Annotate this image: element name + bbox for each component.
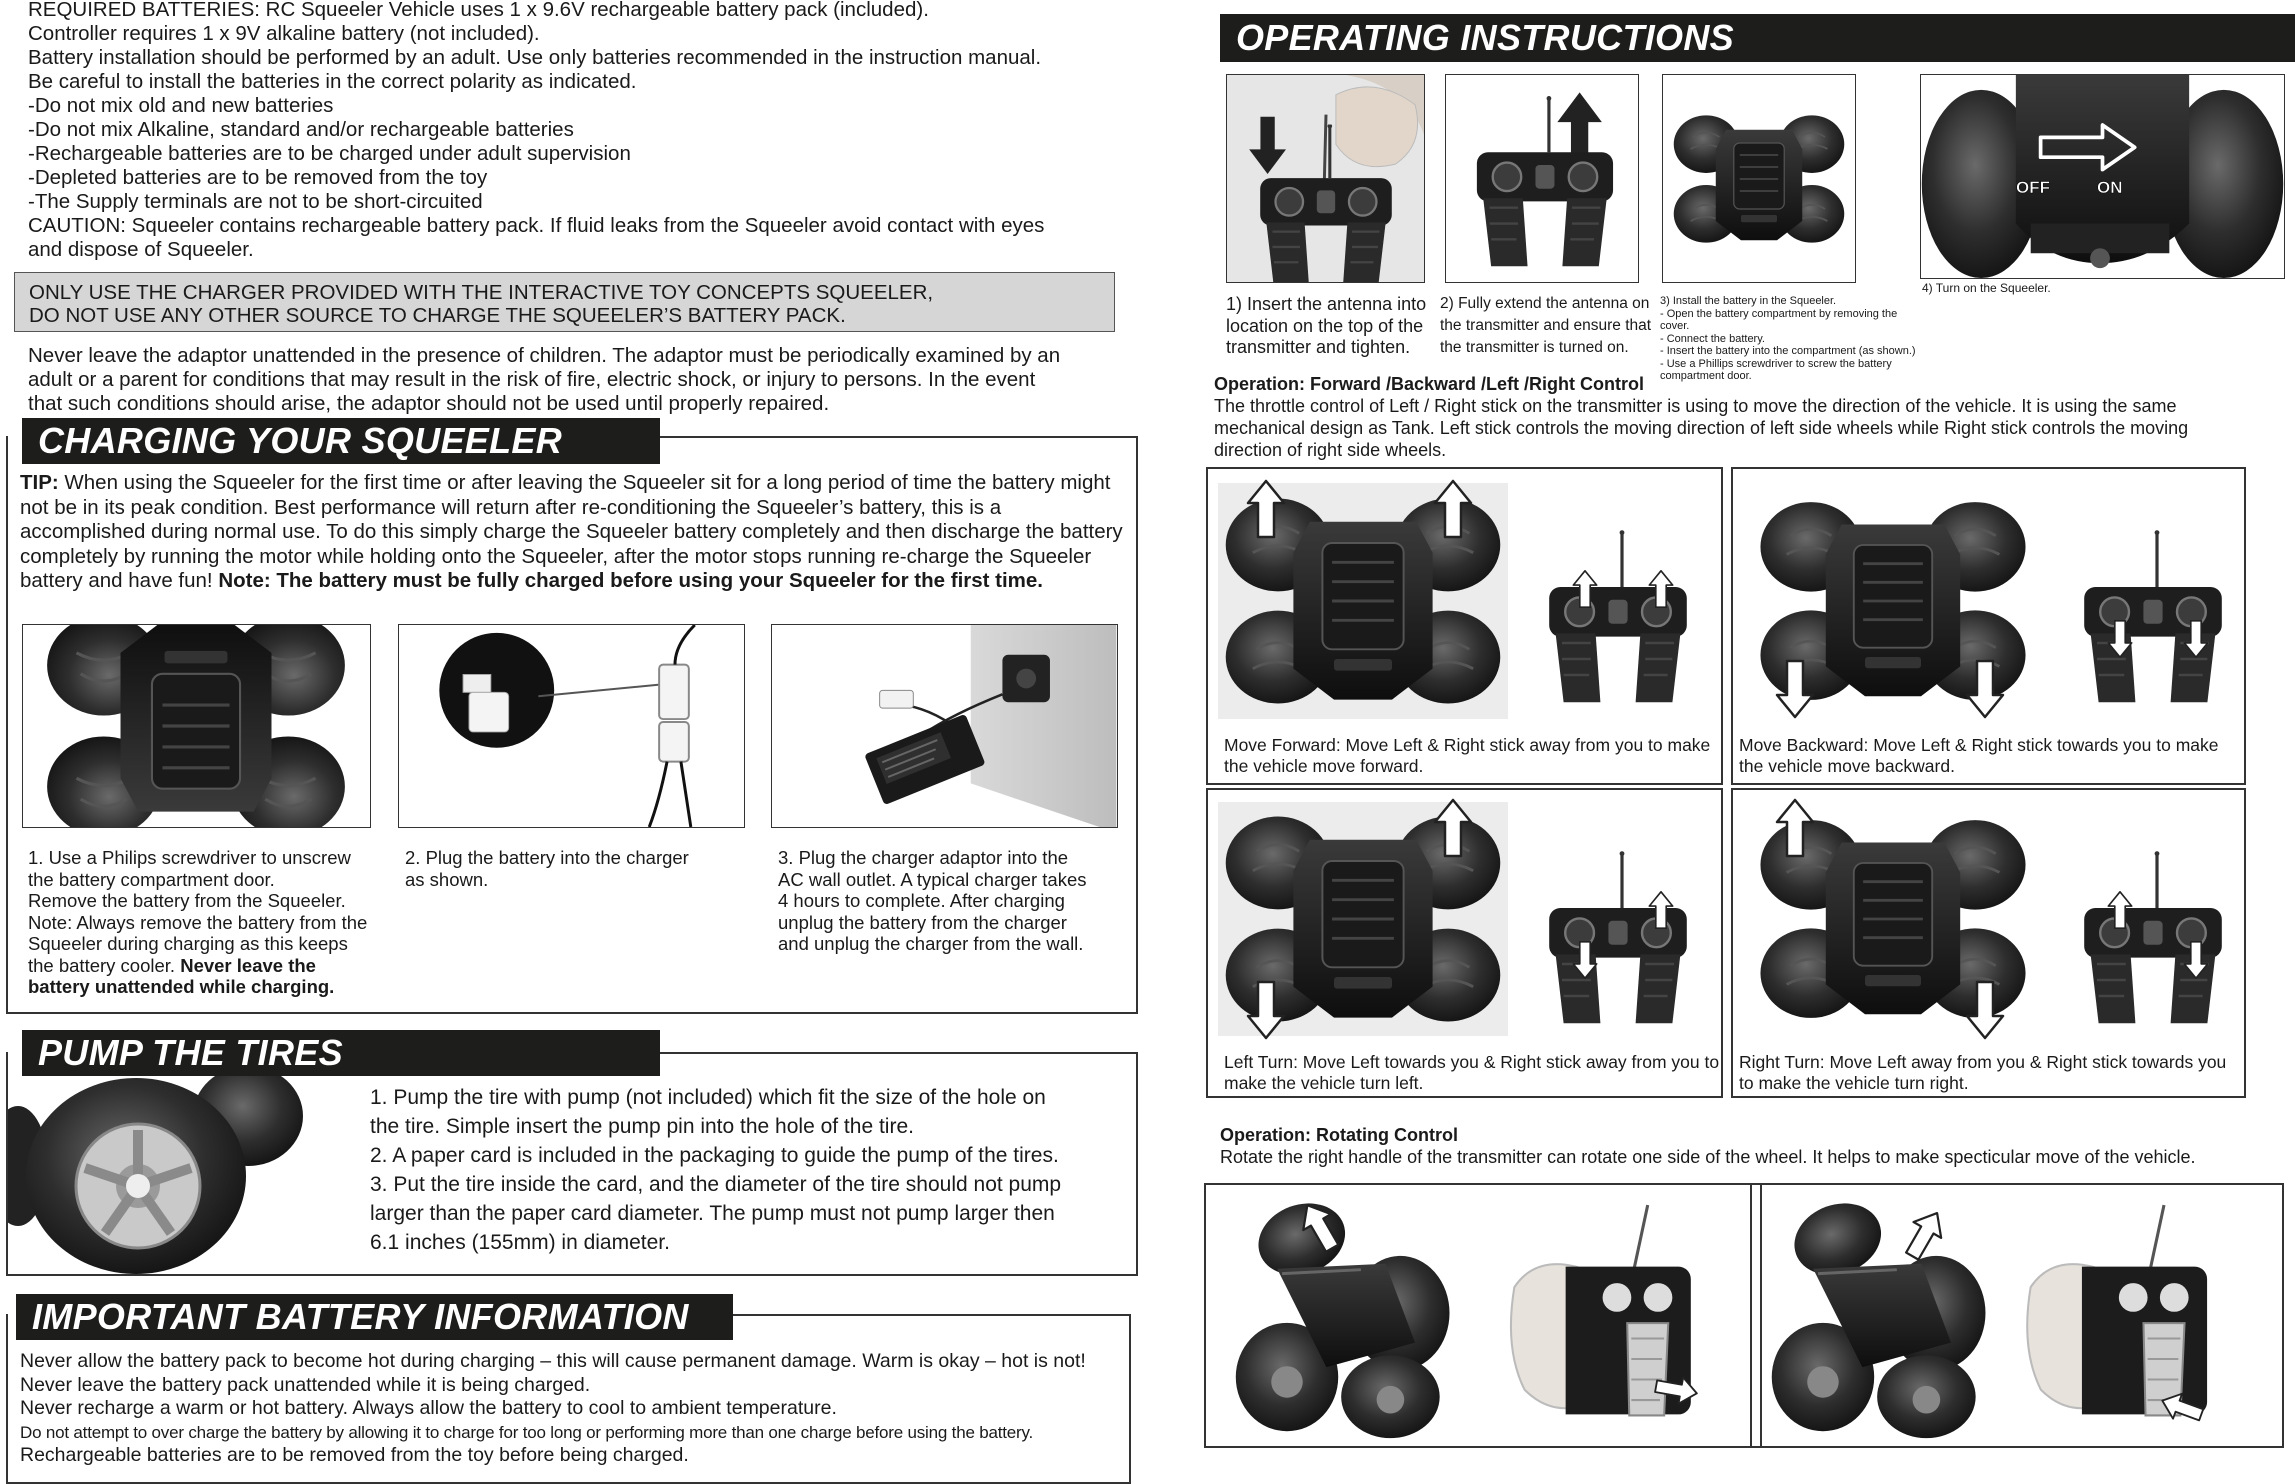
pump-instructions [370, 1083, 1130, 1257]
right-turn-caption [1739, 1052, 2244, 1094]
photo-install-battery [1662, 74, 1856, 283]
caption-line: - Use a Phillips screwdriver to screw the battery [1660, 357, 1892, 370]
text-line: Controller requires 1 x 9V alkaline battery (not included). [28, 22, 540, 45]
text-line: REQUIRED BATTERIES: RC Squeeler Vehicle uses 1 x 9.6V rechargeable battery pack (included). [28, 0, 929, 21]
charging-frame-left [6, 436, 8, 1014]
text-line: Battery installation should be performed by an adult. Use only batteries recommended in the instruction manual. [28, 46, 1042, 69]
caption-line: Remove the battery from the Squeeler. [28, 890, 346, 911]
pump-frame-top [660, 1052, 1138, 1054]
switch-off-label: OFF [2016, 178, 2050, 197]
text-line: Never leave the adaptor unattended in the presence of children. The adaptor must be periodically examined by an [28, 344, 1061, 367]
backward-panel [1731, 467, 2246, 785]
caption-line: Squeeler during charging as this keeps [28, 933, 348, 954]
text-line: 2. A paper card is included in the packaging to guide the pump of the tires. [370, 1144, 1059, 1167]
text-line: the tire. Simple insert the pump pin into the hole of the tire. [370, 1115, 914, 1138]
text-line: Do not attempt to over charge the battery by allowing it to charge for too long or performing more than one charge before using the battery. [20, 1422, 1034, 1442]
text-line: -Rechargeable batteries are to be charged under adult supervision [28, 142, 631, 165]
text-line: and dispose of Squeeler. [28, 238, 254, 261]
required-batteries-text [28, 0, 1138, 262]
photo-charger-wall-outlet [771, 624, 1118, 828]
text-line: The throttle control of Left / Right stick on the transmitter is using to move the direction of the vehicle. It is using the same [1214, 396, 2177, 416]
text-line: -The Supply terminals are not to be short-circuited [28, 190, 483, 213]
caption-line: 2. Plug the battery into the charger [405, 847, 689, 868]
caption-line: Move Forward: Move Left & Right stick away from you to make [1224, 735, 1711, 755]
text-line: Never allow the battery pack to become hot during charging – this will cause permanent damage. Warm is okay – hot is not! [20, 1350, 1086, 1372]
caption-line: and unplug the charger from the wall. [778, 933, 1084, 954]
battery-info-frame-top [733, 1314, 1131, 1316]
caption-bold: battery unattended while charging. [28, 976, 335, 997]
control-heading: Operation: Forward /Backward /Left /Right Control [1214, 374, 1645, 394]
photo-extend-antenna [1445, 74, 1639, 283]
right-turn-panel [1731, 788, 2246, 1098]
text-line: -Do not mix old and new batteries [28, 94, 334, 117]
caption-line: the battery cooler. [28, 954, 181, 976]
left-turn-panel [1206, 788, 1723, 1098]
rotate-text: Rotate the right handle of the transmitter can rotate one side of the wheel. It helps to make specticular move of the vehicle. [1220, 1147, 2196, 1167]
text-line: 3. Put the tire inside the card, and the diameter of the tire should not pump [370, 1173, 1062, 1196]
caption-line: as shown. [405, 868, 489, 890]
caption-line: Move Backward: Move Left & Right stick towards you to make [1739, 735, 2219, 755]
control-section [1214, 373, 2289, 461]
text-line: 6.1 inches (155mm) in diameter. [370, 1231, 670, 1254]
rotate-panel-2 [1750, 1183, 2284, 1448]
text-line: Rechargeable batteries are to be removed from the toy before being charged. [20, 1444, 689, 1466]
tip-text: When using the Squeeler for the first time or after leaving the Squeeler sit for a long period of time the battery might not be in its peak condition. Best performance will return after re-conditioning the Squeeler’s battery, this is a accomplished during normal use. To do this simply charge the Squeeler battery completely and then discharge the battery completely by running the motor while holding onto the Squeeler, after the motor stops running re-charge the Squeeler battery and have fun! [20, 471, 1123, 592]
caption-line: - Insert the battery into the compartment (as shown.) [1660, 345, 1916, 357]
caption-line: 3. Plug the charger adaptor into the [778, 847, 1069, 868]
caption-line: to make the vehicle turn right. [1739, 1073, 1969, 1093]
charging-step-3-caption [778, 847, 1123, 955]
charging-title: CHARGING YOUR SQUEELER [22, 418, 660, 464]
text-line: direction of right side wheels. [1214, 440, 1447, 460]
forward-panel [1206, 467, 1723, 785]
caption-line: make the vehicle turn left. [1224, 1073, 1424, 1093]
caption-line: 1) Insert the antenna into [1226, 294, 1427, 314]
left-turn-caption [1224, 1052, 1724, 1094]
caption-line: the transmitter is turned on. [1440, 339, 1629, 356]
charging-step-1-caption [28, 847, 398, 998]
operating-step-1-caption [1226, 294, 1436, 359]
operating-step-3-caption [1660, 295, 1920, 383]
caption-line: - Connect the battery. [1660, 332, 1765, 345]
rotate-panel-1 [1204, 1183, 1762, 1448]
caption-line: 3) Install the battery in the Squeeler. [1660, 295, 1837, 307]
caption-line: 1. Use a Philips screwdriver to unscrew [28, 847, 351, 868]
operating-step-2-caption [1440, 293, 1662, 359]
text-line: adult or a parent for conditions that may result in the risk of fire, electric shock, or injury to persons. In the event [28, 368, 1036, 391]
caption-line: the vehicle move forward. [1224, 756, 1424, 776]
text-line: 1. Pump the tire with pump (not included) which fit the size of the hole on [370, 1086, 1046, 1109]
text-line: CAUTION: Squeeler contains rechargeable battery pack. If fluid leaks from the Squeeler avoid contact with eyes [28, 214, 1045, 237]
operating-step-4-caption: 4) Turn on the Squeeler. [1922, 281, 2051, 295]
charging-frame-top [660, 436, 1138, 438]
text-line: larger than the paper card diameter. The pump must not pump larger then [370, 1202, 1055, 1225]
charger-warning-line-1: ONLY USE THE CHARGER PROVIDED WITH THE INTERACTIVE TOY CONCEPTS SQUEELER, [29, 281, 934, 304]
caption-line: compartment door. [1660, 370, 1752, 382]
tip-note: Note: The battery must be fully charged before using your Squeeler for the first time. [218, 569, 1044, 592]
text-line: Be careful to install the batteries in the correct polarity as indicated. [28, 70, 637, 93]
caption-line: Note: Always remove the battery from the [28, 911, 368, 933]
caption-line: transmitter and tighten. [1226, 337, 1411, 357]
text-line: that such conditions should arise, the adaptor should not be used until properly repaired. [28, 392, 830, 415]
switch-on-label: ON [2097, 178, 2123, 197]
photo-tire [8, 1076, 338, 1274]
battery-info-title: IMPORTANT BATTERY INFORMATION [16, 1294, 733, 1340]
rotate-section [1220, 1124, 2290, 1168]
battery-info-text [20, 1350, 1128, 1468]
photo-battery-charger-plug [398, 624, 745, 828]
caption-bold: Never leave the [180, 954, 316, 976]
text-line: -Depleted batteries are to be removed from the toy [28, 166, 488, 189]
text-line: -Do not mix Alkaline, standard and/or rechargeable batteries [28, 118, 574, 141]
text-line: Never recharge a warm or hot battery. Always allow the battery to cool to ambient temperature. [20, 1397, 837, 1419]
charging-tip [20, 471, 1128, 594]
text-line: mechanical design as Tank. Left stick controls the moving direction of left side wheels while Right stick controls the moving [1214, 418, 2189, 438]
caption-line: 4 hours to complete. After charging [778, 890, 1065, 911]
forward-caption [1224, 735, 1724, 777]
caption-line: Right Turn: Move Left away from you & Right stick towards you [1739, 1052, 2227, 1072]
photo-turn-on [1920, 74, 2285, 279]
charger-warning-line-2: DO NOT USE ANY OTHER SOURCE TO CHARGE THE SQUEELER’S BATTERY PACK. [29, 304, 846, 327]
caption-line: 2) Fully extend the antenna on [1440, 295, 1650, 312]
operating-title: OPERATING INSTRUCTIONS [1220, 14, 2295, 62]
photo-insert-antenna [1226, 74, 1425, 283]
text-line: Never leave the battery pack unattended while it is being charged. [20, 1373, 591, 1396]
pump-title: PUMP THE TIRES [22, 1030, 660, 1076]
backward-caption [1739, 735, 2244, 777]
charging-step-2-caption [405, 847, 745, 890]
photo-battery-compartment [22, 624, 371, 828]
caption-line: the transmitter and ensure that [1440, 317, 1652, 334]
caption-line: Left Turn: Move Left towards you & Right stick away from you to [1224, 1052, 1720, 1072]
caption-line: location on the top of the [1226, 315, 1424, 336]
caption-line: the battery compartment door. [28, 868, 275, 890]
charger-warning-box [14, 272, 1115, 332]
adaptor-warning-text [28, 344, 1138, 416]
caption-line: unplug the battery from the charger [778, 911, 1067, 933]
rotate-heading: Operation: Rotating Control [1220, 1125, 1458, 1145]
caption-line: the vehicle move backward. [1739, 756, 1955, 776]
caption-line: AC wall outlet. A typical charger takes [778, 868, 1087, 890]
tip-label: TIP: [20, 471, 59, 494]
caption-line: - Open the battery compartment by removing the cover. [1660, 307, 1898, 332]
